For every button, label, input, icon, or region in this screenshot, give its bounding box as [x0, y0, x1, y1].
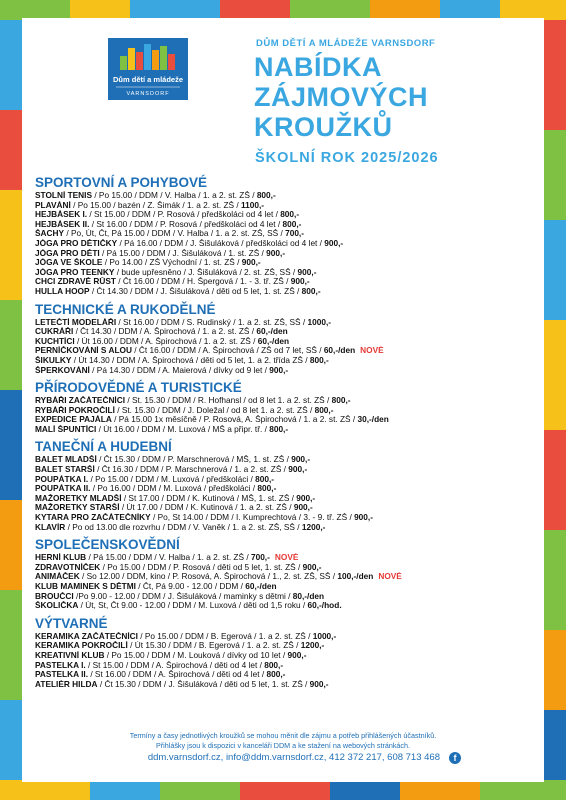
course-name: BALET STARŠÍ — [35, 465, 95, 475]
contact-line[interactable]: ddm.varnsdorf.cz, info@ddm.varnsdorf.cz, 412 372 217, 608 713 468 — [147, 752, 440, 763]
course-details: / St 15.00 / DDM / A. Špirochová / děti od 4 let / — [85, 660, 265, 670]
course-price: 1000,- — [307, 317, 332, 327]
course-price: 900,- — [297, 267, 317, 277]
course-item — [35, 513, 535, 523]
course-item — [35, 582, 535, 592]
course-item — [35, 465, 535, 475]
footer-note-2: Přihlášky jsou k dispozici v kanceláři DDM a ke stažení na webových stránkách. — [155, 741, 411, 750]
course-details: / Pá 14.30 / DDM / A. Maierová / dívky od 9 let / — [89, 365, 270, 375]
course-price: 900,- — [293, 503, 313, 513]
course-details: / St 16.00 / DDM / S. Rudinský / 1. a 2. st. ZŠ, SŠ / — [116, 317, 308, 327]
course-price: 800,- — [280, 210, 300, 220]
course-details: / Čt 14.30 / DDM / A. Špirochová / 1. a 2. st. ZŠ / — [73, 327, 257, 337]
course-details: / Čt 16.00 / DDM / A. Špirochová / ZŠ od 7 let, SŠ / — [131, 346, 324, 356]
course-name: STOLNÍ TENIS — [35, 191, 93, 200]
course-details: /Po 9.00 - 12.00 / DDM / J. Šišuláková / maminky s dětmi / — [73, 591, 293, 601]
course-name: ZDRAVOTNÍČEK — [35, 562, 101, 572]
course-price: 800,- — [256, 191, 276, 200]
course-details: / Čt, Pá 9.00 - 12.00 / DDM / — [135, 582, 246, 591]
course-name: JÓGA VE ŠKOLE — [35, 258, 103, 268]
course-item — [35, 337, 535, 347]
organization-name: DŮM DĚTÍ A MLÁDEŽE VARNSDORF — [256, 38, 436, 49]
course-price: 900,- — [296, 493, 316, 503]
new-badge: NOVÉ — [274, 553, 299, 563]
section — [35, 536, 535, 611]
course-price: 900,- — [287, 650, 307, 660]
course-price: 800,- — [255, 474, 275, 484]
course-details: / Út 15.30 / DDM / B. Egerová / 1. a 2. st. ZŠ / — [127, 641, 301, 651]
section-heading: VÝTVARNÉ — [35, 615, 108, 631]
course-price: 800,- — [282, 219, 302, 229]
course-item — [35, 661, 535, 671]
course-item — [35, 239, 535, 249]
course-details: / Pá 15.00 / DDM / J. Šišuláková / 1. st. ZŠ / — [99, 248, 267, 258]
course-price: 900,- — [302, 562, 322, 572]
course-item — [35, 670, 535, 680]
course-item — [35, 356, 535, 366]
course-item — [35, 572, 535, 582]
course-name: ATELIÉR HILDA — [35, 679, 98, 689]
course-details: / Po 15.00 / DDM / B. Egerová / 1. a 2. st. ZŠ / — [137, 631, 313, 641]
course-price: 900,- — [309, 679, 329, 689]
course-item — [35, 592, 535, 602]
course-item — [35, 563, 535, 573]
course-name: PASTELKA II. — [35, 670, 89, 680]
course-name: MAŽORETKY MLADŠÍ — [35, 493, 122, 503]
course-item — [35, 406, 535, 416]
course-details: / Út 14.30 / DDM / A. Špirochová / děti od 5 let, 1. a 2. třída ZŠ / — [71, 355, 310, 365]
course-name: POUPÁTKA II. — [35, 484, 91, 494]
course-price: 800,- — [301, 286, 321, 296]
footer-note-1: Termíny a časy jednotlivých kroužků se mohou měnit dle zájmu a potřeb přihlášených účastníků. — [129, 731, 437, 740]
course-details: / Pá 15.00 / DDM / V. Halba / 1. a 2. st. ZŠ / — [86, 553, 251, 563]
section-heading: SPOLEČENSKOVĚDNÍ — [35, 537, 180, 553]
page-title — [254, 52, 514, 142]
course-name: KERAMIKA POKROČILÍ — [35, 641, 128, 651]
course-details: / Út 16.00 / DDM / A. Špirochová / 1. a 2. st. ZŠ / — [74, 336, 258, 346]
course-details: / Po od 13.00 dle rozvrhu / DDM / V. Vaněk / 1. a 2. st. ZŠ, SŠ / — [65, 522, 302, 532]
course-name: CHCI ZDRAVĚ RŮST — [35, 277, 116, 287]
course-details: / Čt 14.30 / DDM / J. Šišuláková / děti od 5 let, 1. st. ZŠ / — [89, 286, 302, 296]
course-details: / Po, Út, Čt, Pá 15.00 / DDM / V. Halba / 1. a 2. st. ZŠ, SŠ / — [64, 229, 286, 239]
course-name: PERNÍČKOVÁNÍ S ALOU — [35, 346, 132, 356]
course-item — [35, 258, 535, 268]
section-heading: SPORTOVNÍ A POHYBOVÉ — [35, 175, 208, 190]
course-list — [35, 174, 535, 693]
course-price: 60,-/hod. — [307, 601, 342, 611]
section — [35, 615, 535, 690]
course-name: PASTELKA I. — [35, 660, 86, 670]
course-price: 60,-/den — [245, 582, 277, 591]
course-name: EXPEDICE PAJÁLA — [35, 415, 112, 425]
course-price: 900,- — [290, 277, 310, 287]
course-name: CUKRÁŘI — [35, 327, 74, 337]
course-item — [35, 503, 535, 513]
course-item — [35, 601, 535, 611]
course-item — [35, 220, 535, 230]
course-details: / Po 15.00 / DDM / V. Halba / 1. a 2. st. ZŠ / — [92, 191, 257, 200]
course-details: / St. 15.30 / DDM / R. Hofhansl / od 8 let 1. a 2. st. ZŠ / — [125, 396, 332, 406]
course-price: 30,-/den — [357, 415, 389, 425]
course-details: / Pá 16.00 / DDM / J. Šišuláková / předškoláci od 4 let / — [117, 238, 325, 248]
new-badge: NOVÉ — [360, 346, 384, 356]
course-item — [35, 249, 535, 259]
course-name: HERNÍ KLUB — [35, 553, 87, 563]
course-price: 800,- — [266, 670, 286, 680]
course-price: 700,- — [250, 553, 270, 563]
course-name: KERAMIKA ZAČÁTEČNÍCI — [35, 631, 138, 641]
course-name: KLUB MAMINEK S DĚTMI — [35, 582, 136, 591]
facebook-icon[interactable]: f — [449, 752, 461, 764]
course-details: / Po 14.00 / ZŠ Východní / 1. st. ZŠ / — [102, 258, 242, 268]
course-price: 900,- — [354, 513, 373, 523]
course-item — [35, 396, 535, 406]
course-item — [35, 287, 535, 297]
course-item — [35, 455, 535, 465]
course-details: / St 16.00 / DDM / P. Rosová / předškoláci od 4 let / — [89, 219, 283, 229]
course-item — [35, 201, 535, 211]
course-item — [35, 415, 535, 425]
new-badge: NOVÉ — [378, 572, 402, 582]
course-price: 900,- — [288, 465, 308, 475]
course-details: / Po 15.00 / DDM / M. Luxová / předškoláci / — [88, 474, 256, 484]
course-price: 900,- — [266, 248, 286, 258]
course-details: / Čt 16.00 / DDM / H. Špergová / 1. - 3. tř. ZŠ / — [115, 277, 291, 287]
course-price: 60,-/den — [256, 327, 288, 337]
course-name: RYBÁŘI POKROČILÍ — [35, 405, 115, 415]
course-item — [35, 229, 535, 239]
course-details: / Út, St, Čt 9.00 - 12.00 / DDM / M. Luxová / děti od 1,5 roku / — [78, 601, 308, 611]
course-details: / Po 16.00 / DDM / M. Luxová / předškoláci / — [90, 484, 258, 494]
course-details: / Po 15.00 / DDM / M. Louková / dívky od 10 let / — [104, 650, 288, 660]
course-details: / Čt 15.30 / DDM / P. Marschnerová / MŠ, 1. st. ZŠ / — [96, 455, 292, 465]
section — [35, 301, 535, 376]
course-name: JÓGA PRO TEENKY — [35, 267, 115, 277]
course-details: / So 12.00 / DDM, kino / P. Rosová, A. Špirochová / 1., 2. st. ZŠ, SŠ / — [79, 572, 338, 582]
course-details: / Pá 15.00 1x měsíčně / P. Rosová, A. Špirochová / 1. a 2. st. ZŠ / — [111, 415, 358, 425]
course-details: / Čt 15.30 / DDM / J. Šišuláková / děti od 5 let, 1. st. ZŠ / — [97, 679, 310, 689]
course-name: LETEČTÍ MODELÁŘI — [35, 317, 117, 327]
course-item — [35, 425, 535, 435]
course-price: 60,-/den — [323, 346, 356, 356]
course-price: 800,- — [257, 484, 277, 494]
course-name: KREATIVNÍ KLUB — [35, 650, 105, 660]
logo-name: Dům dětí a mládeže — [112, 75, 184, 84]
course-item — [35, 494, 535, 504]
course-price: 1100,- — [240, 200, 265, 210]
course-price: 800,- — [269, 424, 289, 434]
course-name: KYTARA PRO ZAČÁTEČNÍKY — [35, 513, 151, 523]
course-name: ŠPERKOVÁNÍ — [35, 365, 90, 375]
course-name: JÓGA PRO DĚTI — [35, 248, 100, 258]
course-details: / St. 15.30 / DDM / J. Doležal / od 8 let 1. a 2. st. ZŠ / — [114, 405, 315, 415]
title-line-1: NABÍDKA — [254, 52, 382, 82]
course-price: 800,- — [331, 396, 351, 406]
course-item — [35, 277, 535, 287]
course-details: / Út 17.00 / DDM / K. Kutinová / 1. a 2. st. ZŠ / — [119, 503, 294, 513]
course-price: 700,- — [285, 229, 305, 239]
course-price: 900,- — [269, 365, 289, 375]
section-heading: PŘÍRODOVĚDNÉ A TURISTICKÉ — [35, 380, 242, 396]
course-item — [35, 641, 535, 651]
course-item — [35, 210, 535, 220]
course-name: MAŽORETKY STARŠÍ — [35, 503, 120, 513]
course-item — [35, 475, 535, 485]
course-name: BROUČCI — [35, 591, 74, 601]
title-line-3: KROUŽKŮ — [254, 112, 393, 142]
course-item — [35, 346, 535, 356]
course-item — [35, 632, 535, 642]
course-name: HEJBÁSEK I. — [35, 210, 88, 220]
course-item — [35, 651, 535, 661]
course-name: ANIMÁČEK — [35, 572, 80, 582]
school-year: ŠKOLNÍ ROK 2025/2026 — [255, 150, 439, 166]
course-name: BALET MLADŠÍ — [35, 455, 97, 465]
course-item — [35, 366, 535, 376]
course-name: POUPÁTKA I. — [35, 474, 89, 484]
course-name: MALÍ ŠPUNTÍCI — [35, 424, 97, 434]
ddm-logo — [108, 38, 188, 100]
course-price: 1200,- — [300, 641, 325, 651]
course-details: / Po 15.00 / bazén / Z. Šimák / 1. a 2. st. ZŠ / — [70, 200, 241, 210]
course-details: / Po 15.00 / DDM / P. Rosová / děti od 5 let, 1. st. ZŠ / — [100, 562, 303, 572]
course-name: JÓGA PRO DĚTIČKY — [35, 238, 118, 248]
course-details: / Čt 16.30 / DDM / P. Marschnerová / 1. a 2. st. ZŠ / — [94, 465, 289, 475]
course-price: 900,- — [324, 238, 344, 248]
course-name: HULLA HOOP — [35, 286, 90, 296]
course-details: / Po, St 14.00 / DDM / I. Kumprechtová / 3. - 9. tř. ZŠ / — [150, 513, 355, 523]
course-name: KLAVÍR — [35, 522, 66, 532]
title-line-2: ZÁJMOVÝCH — [254, 82, 429, 112]
course-price: 900,- — [241, 258, 261, 268]
logo-town: VARNSDORF — [126, 91, 170, 97]
course-price: 1000,- — [312, 631, 337, 641]
course-price: 100,-/den — [337, 572, 374, 582]
course-name: PLAVÁNÍ — [35, 200, 71, 210]
course-item — [35, 553, 535, 563]
section — [35, 438, 535, 532]
course-details: / St 16.00 / DDM / A. Špirochová / děti od 4 let / — [88, 670, 267, 680]
section — [35, 379, 535, 434]
section-heading: TECHNICKÉ A RUKODĚLNÉ — [35, 301, 216, 317]
course-name: ŠACHY — [35, 229, 65, 239]
course-price: 80,-/den — [292, 591, 325, 601]
course-price: 1200,- — [301, 522, 326, 532]
course-item — [35, 318, 535, 328]
course-item — [35, 327, 535, 337]
course-item — [35, 191, 535, 201]
course-price: 800,- — [264, 660, 284, 670]
course-item — [35, 680, 535, 690]
section-heading: TANEČNÍ A HUDEBNÍ — [35, 439, 172, 455]
section — [35, 174, 535, 297]
course-item — [35, 523, 535, 533]
course-name: ŠKOLIČKA — [35, 601, 79, 611]
course-details: / St 15.00 / DDM / P. Rosová / předškoláci od 4 let / — [87, 210, 281, 220]
course-price: 900,- — [291, 455, 311, 465]
course-name: KUCHTÍCI — [35, 336, 75, 346]
course-details: / Út 16.00 / DDM / M. Luxová / MŠ a připr. tř. / — [96, 424, 270, 434]
course-details: / bude upřesněno / J. Šišuláková / 2. st. ZŠ, SŠ / — [114, 267, 298, 277]
course-price: 60,-/den — [257, 336, 290, 346]
course-item — [35, 268, 535, 278]
course-price: 800,- — [309, 355, 329, 365]
course-item — [35, 484, 535, 494]
course-name: RYBÁŘI ZAČÁTEČNÍCI — [35, 396, 126, 406]
course-name: HEJBÁSEK II. — [35, 219, 90, 229]
course-name: ŠIKULKY — [35, 355, 72, 365]
course-price: 800,- — [314, 405, 334, 415]
course-details: / St 17.00 / DDM / K. Kutinová / MŠ, 1. st. ZŠ / — [121, 493, 297, 503]
